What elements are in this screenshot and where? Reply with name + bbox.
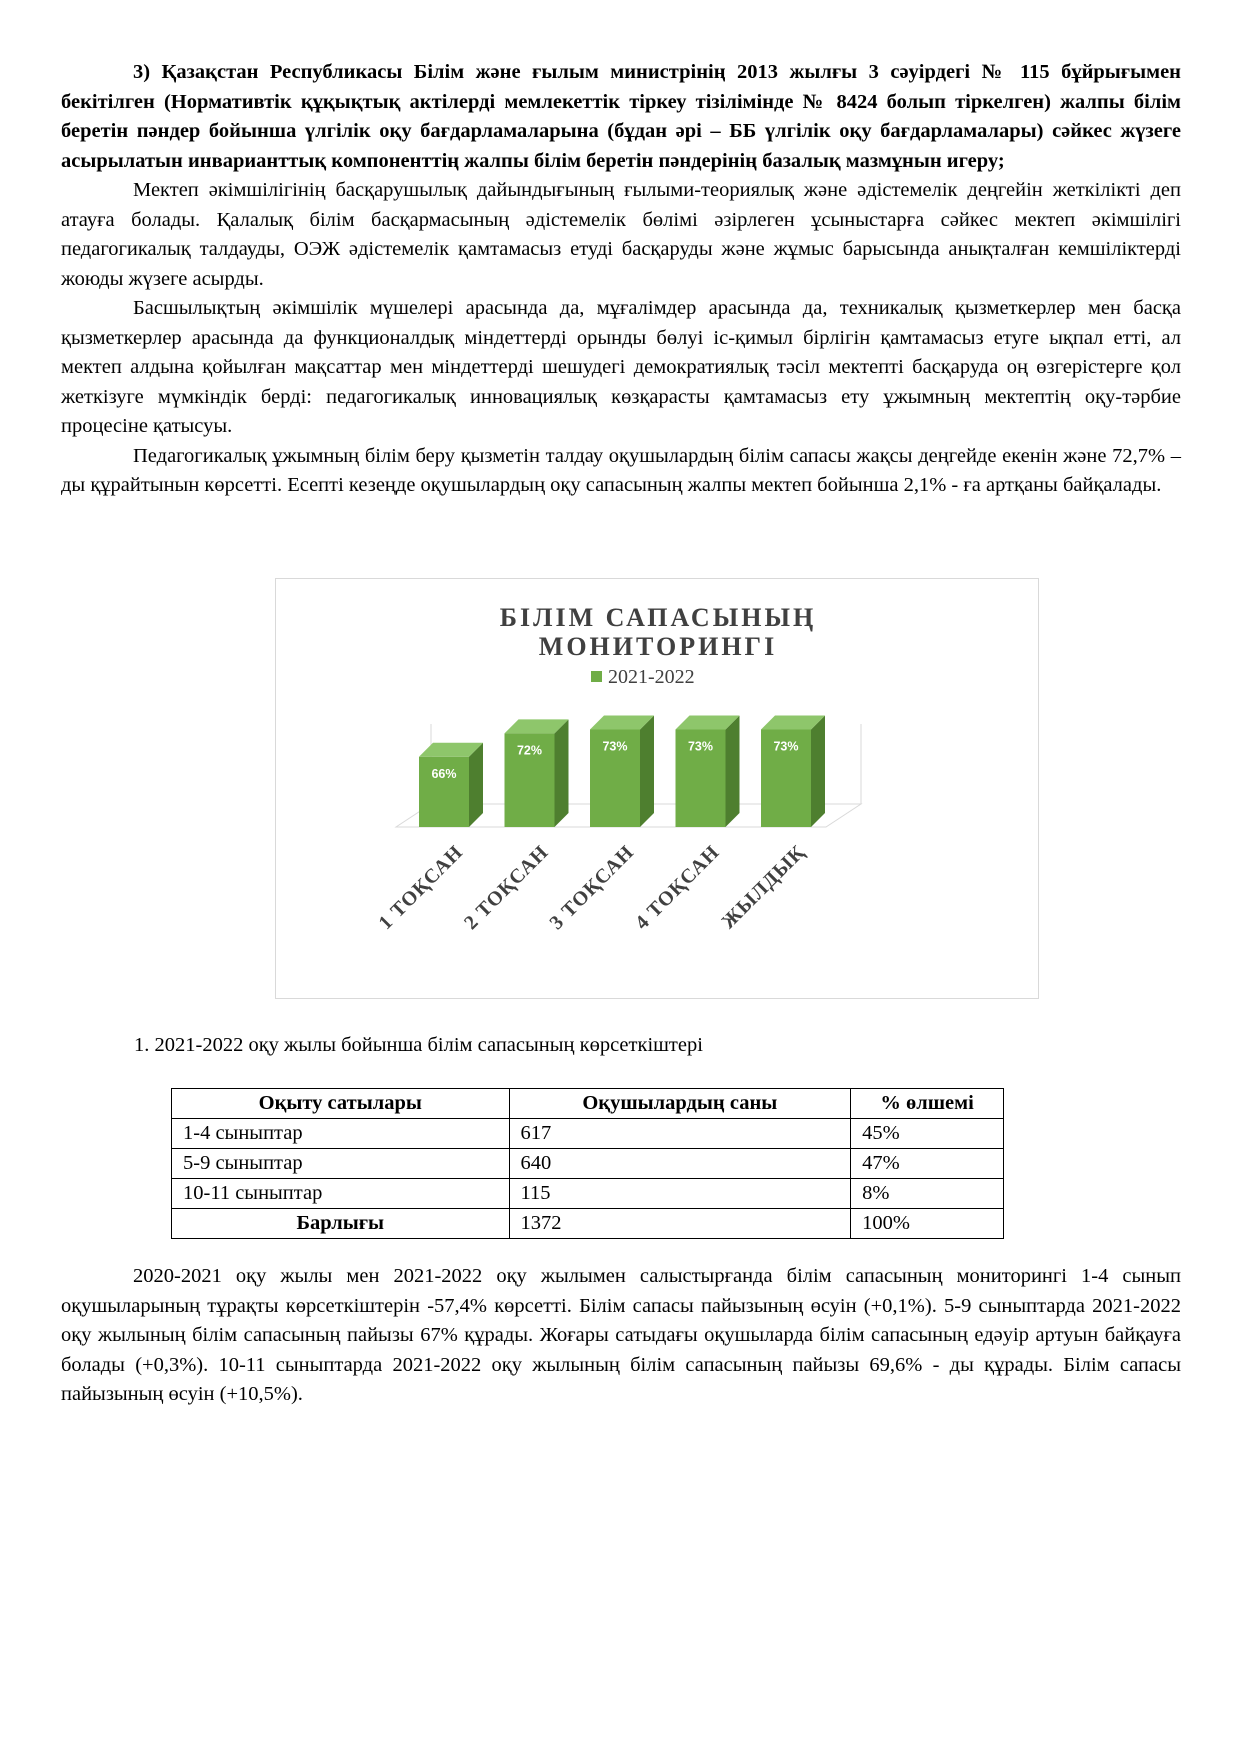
paragraph-management: Басшылықтың әкімшілік мүшелері арасында да, мұғалімдер арасында да, техникалық қызметкерлер мен басқа қызметкерлер арасында да функционалдық міндеттерді орынды бөлуі іс-қимыл бірлігін қамтамасыз етуге ықпал етті, ал мектеп алдына қойылған мақсаттар мен міндеттерді шешудегі демократиялық тәсіл мектепті басқаруда оң өзгерістерге қол жеткізуге мүмкіндік берді: педагогикалық инновациялық көзқарасты қамтамасыз ету ұжымның мектептің оқу-тәрбие процесіне қатысуы. — [61, 297, 1181, 437]
closing-section — [61, 1262, 1181, 1410]
bar-value-label: 66% — [431, 766, 457, 781]
cell-percent: 8% — [851, 1179, 1004, 1209]
bar-value-label: 73% — [773, 739, 799, 754]
category-label: 3 ТОҚСАН — [545, 840, 639, 935]
bar-value-label: 72% — [516, 743, 543, 758]
category-label: 4 ТОҚСАН — [630, 840, 725, 935]
table-row — [172, 1149, 1004, 1179]
cell-total-count: 1372 — [509, 1209, 851, 1239]
cell-stage: 1-4 сыныптар — [172, 1119, 510, 1149]
paragraph-comparison: 2020-2021 оқу жылы мен 2021-2022 оқу жылымен салыстырғанда білім сапасының мониторингі 1-4 сынып оқушыларының тұрақты көрсеткіштерін -57,4% көрсетті. Білім сапасы пайызының өсуін (+0,1%). 5-9 сыныптарда 2021-2022 оқу жылының білім сапасының пайызы 67% құрады. Жоғары сатыдағы оқушыларда білім сапасының едәуір артуын байқауға болады (+0,3%). 10-11 сыныптарда 2021-2022 оқу жылының білім сапасының пайызы 69,6% - ды құрады. Білім сапасы пайызының өсуін (+10,5%). — [61, 1265, 1181, 1405]
category-label: 1 ТОҚСАН — [374, 840, 468, 935]
bar-value-label: 73% — [602, 739, 628, 754]
cell-stage: 5-9 сыныптар — [172, 1149, 510, 1179]
chart-title: МОНИТОРИНГІ — [538, 632, 778, 661]
chart-title: БІЛІМ САПАСЫНЫҢ — [499, 603, 817, 632]
stats-table — [171, 1088, 1004, 1239]
paragraph-quality: Педагогикалық ұжымның білім беру қызметін талдау оқушылардың білім сапасы жақсы деңгейде екенін және 72,7% – ды құрайтынын көрсетті. Есепті кезеңде оқушылардың оқу сапасының жалпы мектеп бойынша 2,1% - ға артқаны байқалады. — [61, 444, 1181, 496]
cell-total-percent: 100% — [851, 1209, 1004, 1239]
table-header-row — [172, 1089, 1004, 1119]
quality-chart — [275, 578, 1039, 999]
header-percent: % өлшемі — [851, 1089, 1004, 1119]
header-count: Оқушылардың саны — [509, 1089, 851, 1119]
cell-count: 115 — [509, 1179, 851, 1209]
cell-total-label: Барлығы — [172, 1209, 510, 1239]
cell-stage: 10-11 сыныптар — [172, 1179, 510, 1209]
bar-side — [640, 716, 654, 828]
cell-count: 640 — [509, 1149, 851, 1179]
paragraph-administration: Мектеп әкімшілігінің басқарушылық дайындығының ғылыми-теориялық және әдістемелік деңгейін жеткілікті деп атауға болады. Қалалық білім басқармасының әдістемелік бөлімі әзірлеген ұсыныстарға сәйкес мектеп әкімшілігі педагогикалық талдауды, ОЭЖ әдістемелік қамтамасыз етуді басқаруды және жұмыс барысында анықталған кемшіліктерді жоюды жүзеге асырды. — [61, 179, 1181, 290]
table-row — [172, 1179, 1004, 1209]
legend-swatch — [591, 671, 602, 682]
bar-side — [469, 743, 483, 827]
bar-side — [726, 716, 740, 828]
table-total-row — [172, 1209, 1004, 1239]
table-row — [172, 1119, 1004, 1149]
cell-count: 617 — [509, 1119, 851, 1149]
cell-percent: 47% — [851, 1149, 1004, 1179]
bar-side — [555, 719, 569, 827]
document-body — [61, 58, 1181, 501]
legend-label: 2021-2022 — [608, 666, 695, 688]
category-label: 2 ТОҚСАН — [459, 840, 554, 935]
cell-percent: 45% — [851, 1119, 1004, 1149]
category-label: ЖЫЛДЫҚ — [717, 840, 810, 934]
bar-side — [811, 716, 825, 828]
chart-canvas — [276, 579, 1038, 998]
bar-value-label: 73% — [687, 739, 714, 754]
table-caption: 1. 2021-2022 оқу жылы бойынша білім сапасының көрсеткіштері — [134, 1034, 703, 1056]
bold-paragraph: 3) Қазақстан Республикасы Білім және ғылым министрінің 2013 жылғы 3 сәуірдегі № 115 бұйрығымен бекітілген (Нормативтік құқықтық актілерді мемлекеттік тіркеу тізілімінде № 8424 болып тіркелген) жалпы білім беретін пәндер бойынша үлгілік оқу бағдарламаларына (бұдан әрі – ББ үлгілік оқу бағдарламалары) сәйкес жүзеге асырылатын инварианттық компоненттің жалпы білім беретін пәндерінің базалық мазмұнын игеру; — [61, 61, 1181, 172]
header-stage: Оқыту сатылары — [172, 1089, 510, 1119]
